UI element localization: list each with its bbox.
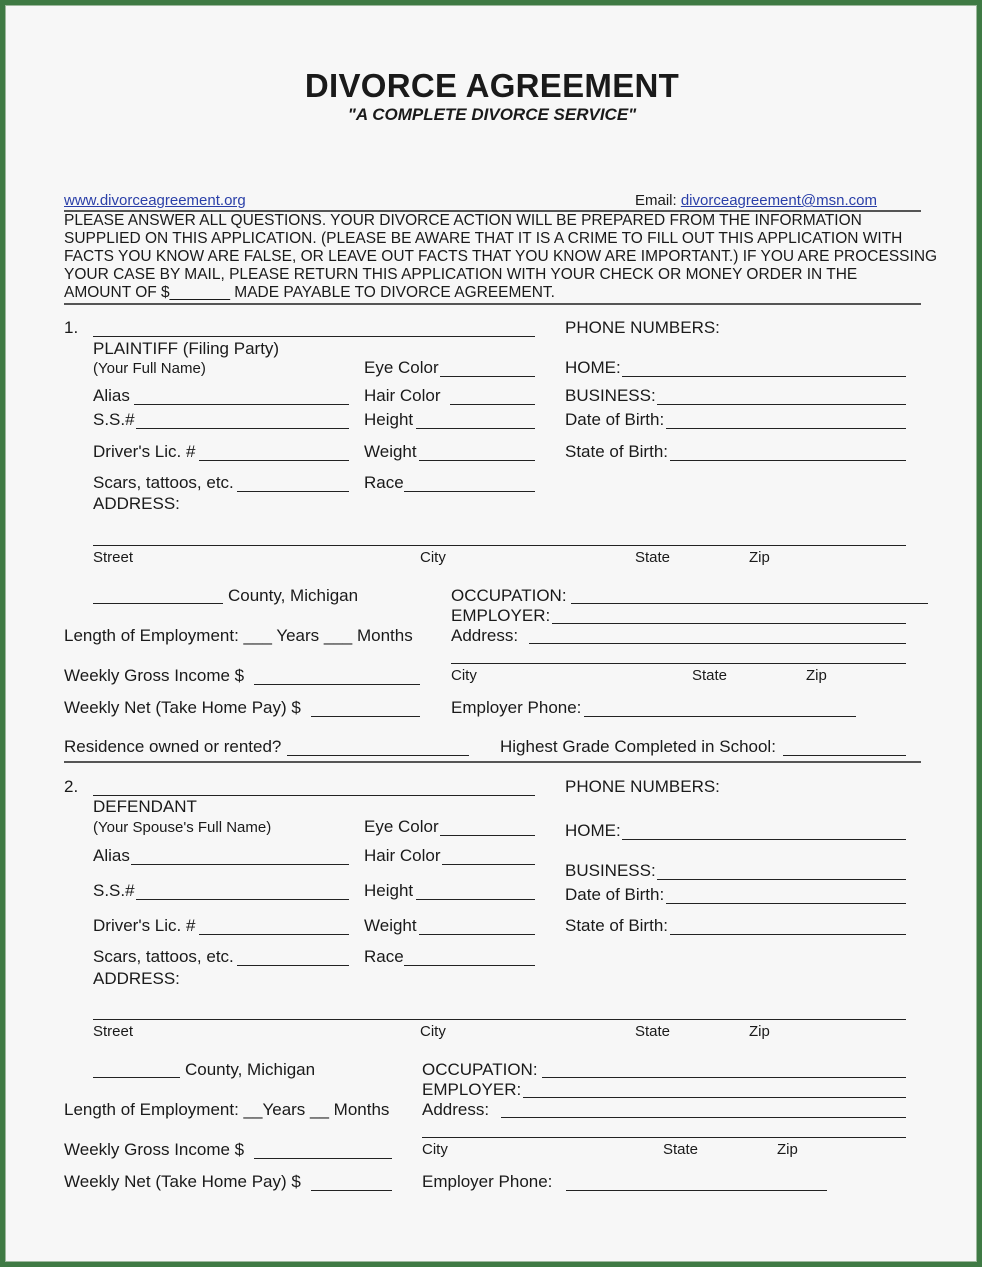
plaintiff-grade-label: Highest Grade Completed in School: <box>500 737 776 756</box>
defendant-emp-phone-field[interactable] <box>566 1190 827 1191</box>
plaintiff-home-label: HOME: <box>565 358 621 377</box>
plaintiff-county-field[interactable] <box>93 603 223 604</box>
defendant-hair-field[interactable] <box>442 864 535 865</box>
defendant-name-hint: (Your Spouse's Full Name) <box>93 819 272 836</box>
defendant-weight-label: Weight <box>364 916 417 935</box>
plaintiff-sob-label: State of Birth: <box>565 442 668 461</box>
defendant-sob-field[interactable] <box>670 934 906 935</box>
plaintiff-alias-field[interactable] <box>134 404 349 405</box>
defendant-emp-address-label: Address: <box>422 1100 490 1119</box>
plaintiff-race-field[interactable] <box>404 491 535 492</box>
defendant-height-field[interactable] <box>416 899 535 900</box>
plaintiff-grade-field[interactable] <box>783 755 906 756</box>
plaintiff-city-caption: City <box>420 549 446 566</box>
plaintiff-length-employment: Length of Employment: ___ Years ___ Months <box>64 626 413 645</box>
plaintiff-emp-zip-caption: Zip <box>806 667 827 684</box>
plaintiff-occupation-label: OCCUPATION: <box>451 586 567 605</box>
plaintiff-eye-label: Eye Color <box>364 358 439 377</box>
defendant-city-caption: City <box>420 1023 446 1040</box>
defendant-sob-label: State of Birth: <box>565 916 668 935</box>
plaintiff-address-label: ADDRESS: <box>93 494 180 513</box>
plaintiff-residence-label: Residence owned or rented? <box>64 737 282 756</box>
defendant-ss-label: S.S.# <box>93 881 135 900</box>
plaintiff-ss-field[interactable] <box>136 428 349 429</box>
defendant-net-label: Weekly Net (Take Home Pay) $ <box>64 1172 301 1191</box>
defendant-drivers-field[interactable] <box>199 934 349 935</box>
defendant-business-field[interactable] <box>657 879 906 880</box>
defendant-dob-field[interactable] <box>666 903 906 904</box>
plaintiff-hair-field[interactable] <box>450 404 535 405</box>
plaintiff-dob-field[interactable] <box>666 428 906 429</box>
plaintiff-eye-field[interactable] <box>440 376 535 377</box>
plaintiff-emp-phone-label: Employer Phone: <box>451 698 582 717</box>
defendant-height-label: Height <box>364 881 414 900</box>
defendant-gross-field[interactable] <box>254 1158 392 1159</box>
defendant-emp-city-field[interactable] <box>422 1137 906 1138</box>
instructions-divider <box>64 303 921 305</box>
plaintiff-hair-label: Hair Color <box>364 386 441 405</box>
plaintiff-emp-city-field[interactable] <box>451 663 906 664</box>
plaintiff-number: 1. <box>64 318 79 337</box>
defendant-state-caption: State <box>635 1023 671 1040</box>
defendant-scars-field[interactable] <box>237 965 349 966</box>
defendant-county-field[interactable] <box>93 1077 180 1078</box>
defendant-dob-label: Date of Birth: <box>565 885 665 904</box>
defendant-drivers-label: Driver's Lic. # <box>93 916 196 935</box>
defendant-length-employment: Length of Employment: __Years __ Months <box>64 1100 390 1119</box>
defendant-eye-label: Eye Color <box>364 817 439 836</box>
plaintiff-weight-field[interactable] <box>419 460 535 461</box>
defendant-business-label: BUSINESS: <box>565 861 656 880</box>
plaintiff-employer-field[interactable] <box>552 623 906 624</box>
defendant-address-field[interactable] <box>93 1019 906 1020</box>
plaintiff-height-field[interactable] <box>416 428 535 429</box>
instructions-line-1: PLEASE ANSWER ALL QUESTIONS. YOUR DIVORCE ACTION WILL BE PREPARED FROM THE INFORMATION <box>64 212 862 229</box>
plaintiff-race-label: Race <box>364 473 404 492</box>
plaintiff-emp-phone-field[interactable] <box>584 716 856 717</box>
instructions-line-3: FACTS YOU KNOW ARE FALSE, OR LEAVE OUT FACTS THAT YOU KNOW ARE IMPORTANT.) IF YOU ARE PROCESSING <box>64 248 938 265</box>
defendant-race-field[interactable] <box>404 965 535 966</box>
plaintiff-height-label: Height <box>364 410 414 429</box>
section-divider <box>64 761 921 763</box>
defendant-scars-label: Scars, tattoos, etc. <box>93 947 234 966</box>
plaintiff-state-caption: State <box>635 549 671 566</box>
plaintiff-drivers-field[interactable] <box>199 460 349 461</box>
defendant-employer-label: EMPLOYER: <box>422 1080 522 1099</box>
plaintiff-emp-address-field[interactable] <box>529 643 906 644</box>
plaintiff-weight-label: Weight <box>364 442 417 461</box>
plaintiff-name-field[interactable] <box>93 336 535 337</box>
defendant-employer-field[interactable] <box>523 1097 906 1098</box>
email-link[interactable]: divorceagreement@msn.com <box>680 192 877 209</box>
defendant-county-label: County, Michigan <box>185 1060 316 1079</box>
instructions-line-5: AMOUNT OF $_______ MADE PAYABLE TO DIVORCE AGREEMENT. <box>64 284 555 301</box>
website-link[interactable]: www.divorceagreement.org <box>64 192 246 209</box>
defendant-occupation-label: OCCUPATION: <box>422 1060 538 1079</box>
plaintiff-business-field[interactable] <box>657 404 906 405</box>
defendant-alias-label: Alias <box>93 846 130 865</box>
plaintiff-scars-field[interactable] <box>237 491 349 492</box>
defendant-eye-field[interactable] <box>440 835 535 836</box>
plaintiff-county-label: County, Michigan <box>228 586 359 605</box>
defendant-emp-city-caption: City <box>422 1141 448 1158</box>
defendant-zip-caption: Zip <box>749 1023 770 1040</box>
defendant-weight-field[interactable] <box>419 934 535 935</box>
defendant-home-label: HOME: <box>565 821 621 840</box>
plaintiff-net-label: Weekly Net (Take Home Pay) $ <box>64 698 301 717</box>
defendant-gross-label: Weekly Gross Income $ <box>64 1140 245 1159</box>
defendant-street-caption: Street <box>93 1023 134 1040</box>
plaintiff-emp-city-caption: City <box>451 667 477 684</box>
defendant-alias-field[interactable] <box>131 864 349 865</box>
plaintiff-gross-field[interactable] <box>254 684 420 685</box>
plaintiff-business-label: BUSINESS: <box>565 386 656 405</box>
defendant-emp-address-field[interactable] <box>501 1117 906 1118</box>
plaintiff-scars-label: Scars, tattoos, etc. <box>93 473 234 492</box>
defendant-phone-heading: PHONE NUMBERS: <box>565 777 720 796</box>
defendant-emp-phone-label: Employer Phone: <box>422 1172 553 1191</box>
plaintiff-address-field[interactable] <box>93 545 906 546</box>
plaintiff-occupation-field[interactable] <box>571 603 928 604</box>
defendant-number: 2. <box>64 777 79 796</box>
defendant-race-label: Race <box>364 947 404 966</box>
plaintiff-street-caption: Street <box>93 549 134 566</box>
email-line <box>635 191 877 211</box>
plaintiff-phone-heading: PHONE NUMBERS: <box>565 318 720 337</box>
defendant-role: DEFENDANT <box>93 797 197 816</box>
plaintiff-emp-address-label: Address: <box>451 626 519 645</box>
defendant-hair-label: Hair Color <box>364 846 441 865</box>
plaintiff-drivers-label: Driver's Lic. # <box>93 442 196 461</box>
plaintiff-name-hint: (Your Full Name) <box>93 360 206 377</box>
plaintiff-zip-caption: Zip <box>749 549 770 566</box>
defendant-address-label: ADDRESS: <box>93 969 180 988</box>
plaintiff-sob-field[interactable] <box>670 460 906 461</box>
plaintiff-employer-label: EMPLOYER: <box>451 606 551 625</box>
plaintiff-alias-label: Alias <box>93 386 130 405</box>
instructions-line-4: YOUR CASE BY MAIL, PLEASE RETURN THIS APPLICATION WITH YOUR CHECK OR MONEY ORDER IN THE <box>64 266 858 283</box>
plaintiff-role: PLAINTIFF (Filing Party) <box>93 339 280 358</box>
form-page <box>5 5 977 1262</box>
plaintiff-gross-label: Weekly Gross Income $ <box>64 666 245 685</box>
defendant-name-field[interactable] <box>93 795 535 796</box>
plaintiff-residence-field[interactable] <box>287 755 469 756</box>
defendant-home-field[interactable] <box>622 839 906 840</box>
plaintiff-ss-label: S.S.# <box>93 410 135 429</box>
plaintiff-net-field[interactable] <box>311 716 420 717</box>
defendant-emp-zip-caption: Zip <box>777 1141 798 1158</box>
plaintiff-emp-state-caption: State <box>692 667 728 684</box>
plaintiff-home-field[interactable] <box>622 376 906 377</box>
defendant-emp-state-caption: State <box>663 1141 699 1158</box>
document-title: DIVORCE AGREEMENT <box>304 67 680 104</box>
email-label: Email: <box>635 192 681 209</box>
instructions-line-2: SUPPLIED ON THIS APPLICATION. (PLEASE BE AWARE THAT IT IS A CRIME TO FILL OUT THIS APPLICATION WITH <box>64 230 903 247</box>
defendant-net-field[interactable] <box>311 1190 392 1191</box>
document-subtitle: "A COMPLETE DIVORCE SERVICE" <box>347 105 637 124</box>
plaintiff-dob-label: Date of Birth: <box>565 410 665 429</box>
defendant-ss-field[interactable] <box>136 899 349 900</box>
defendant-occupation-field[interactable] <box>542 1077 906 1078</box>
